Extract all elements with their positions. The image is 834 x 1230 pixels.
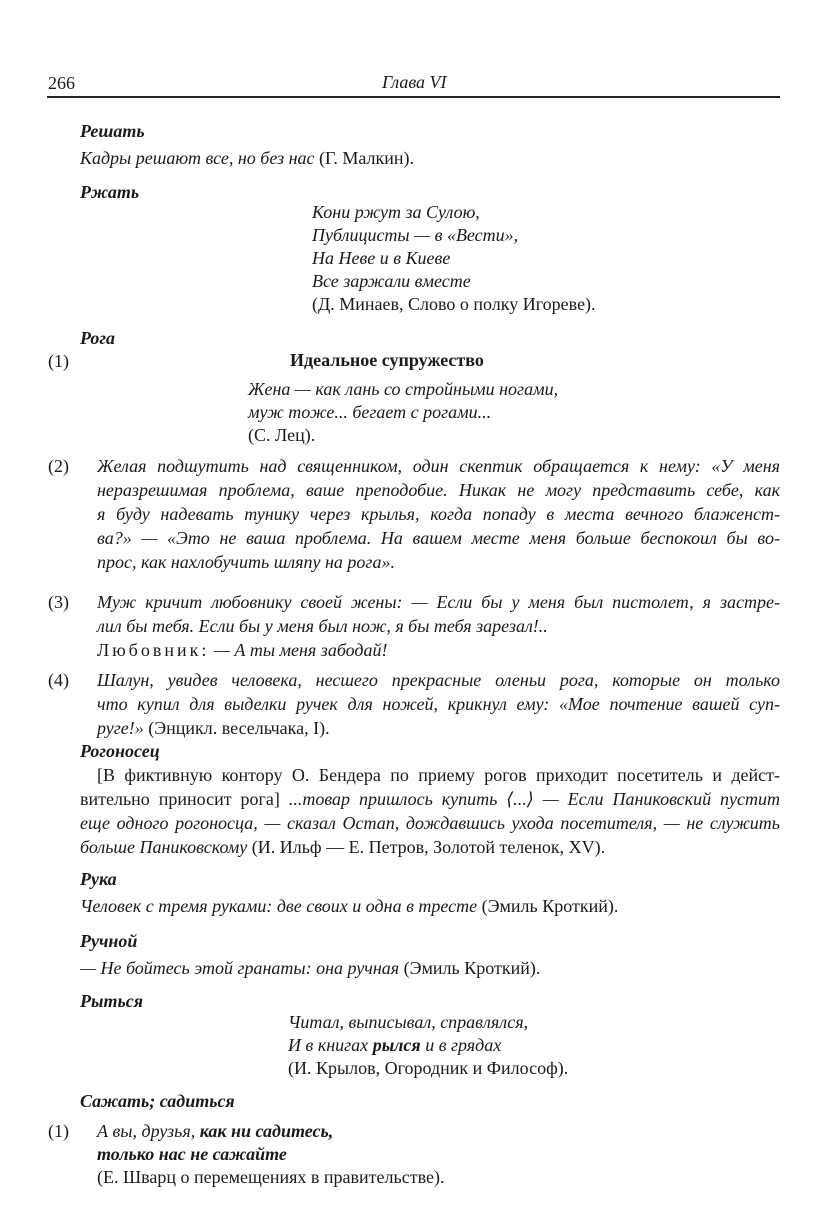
source: (И. Ильф — Е. Петров, Золотой теленок, XV).: [247, 837, 606, 857]
text-line: что купил для выделки ручек для ножей, крикнул ему: «Мое почтение вашей суп-: [97, 694, 780, 714]
text-line: лил бы тебя. Если бы у меня был нож, я бы тебя зарезал!..: [97, 616, 548, 636]
poem-line: Кони ржут за Сулою,: [312, 202, 480, 222]
poem-title: Идеальное супружество: [290, 350, 484, 370]
item-number: (3): [48, 592, 69, 612]
poem-line: Публицисты — в «Вести»,: [312, 225, 519, 245]
source: (Эмиль Кроткий).: [477, 896, 619, 916]
text-line: ва?» — «Это не ваша проблема. На вашем месте меня больше беспокоил бы во-: [97, 528, 780, 548]
poem-text: и в грядах: [420, 1035, 502, 1055]
entry-heading: Рога: [80, 328, 115, 348]
quote-text: А вы, друзья,: [97, 1121, 200, 1141]
source: (Энцикл. весельчака, I).: [143, 718, 330, 738]
quote-text: больше Паниковскому: [80, 837, 248, 857]
quote: [80, 147, 414, 169]
narration: вительно приносит рога]: [80, 789, 289, 809]
text-line: неразрешимая проблема, ваше преподобие. Никак не могу представить себе, как: [97, 480, 780, 500]
text-line: я буду надевать тунику через крылья, когда попаду в места вечного блаженст-: [97, 504, 780, 524]
page-number: 266: [48, 73, 75, 93]
quote-text: Человек с тремя руками: две своих и одна в тресте: [80, 896, 478, 916]
item-number: (1): [48, 1121, 69, 1141]
entry-heading: Решать: [80, 121, 145, 141]
header-rule: [47, 96, 780, 98]
source: (Е. Шварц о перемещениях в правительстве).: [97, 1167, 445, 1187]
source: (Г. Малкин).: [314, 148, 415, 168]
quote-text: — Не бойтесь этой гранаты: она ручная: [80, 958, 400, 978]
text-line: Муж кричит любовнику своей жены: — Если бы у меня был пистолет, я застре-: [97, 592, 780, 612]
entry-heading: Рыться: [80, 991, 143, 1011]
quote-text: ...товар пришлось купить ⟨...⟩ — Если Паниковский пустит: [288, 789, 780, 809]
poem-line: Жена — как лань со стройными ногами,: [248, 379, 559, 399]
text-line: прос, как нахлобучить шляпу на рога».: [97, 552, 395, 572]
source: (Эмиль Кроткий).: [399, 958, 541, 978]
poem-line: Все заржали вместе: [312, 271, 471, 291]
entry-heading: Сажать; садиться: [80, 1091, 235, 1111]
poem-line: [288, 1034, 501, 1056]
poem-line: На Неве и в Киеве: [312, 248, 451, 268]
poem-line: Читал, выписывал, справлялся,: [288, 1012, 529, 1032]
text-line: еще одного рогоносца, — сказал Остап, дождавшись ухода посетителя, — не служить: [80, 813, 780, 833]
highlighted-word: рылся: [372, 1035, 421, 1055]
entry-heading: Ручной: [80, 931, 138, 951]
reply: — А ты меня забодай!: [209, 640, 388, 660]
text-line: [97, 639, 388, 661]
item-number: (1): [48, 351, 69, 371]
running-head: Глава VI: [382, 72, 447, 92]
entry-heading: Рука: [80, 869, 117, 889]
poem-line: муж тоже... бегает с рогами...: [248, 402, 492, 422]
text-line: [97, 717, 330, 739]
poem-text: И в книгах: [288, 1035, 373, 1055]
entry-heading: Ржать: [80, 182, 140, 202]
quote: [80, 957, 540, 979]
speaker: Любовник:: [97, 640, 210, 660]
text-line: [80, 836, 605, 858]
highlighted-phrase: как ни садитесь,: [199, 1121, 334, 1141]
quote-text: руге!»: [97, 718, 144, 738]
item-number: (2): [48, 456, 69, 476]
source: (И. Крылов, Огородник и Философ).: [288, 1058, 569, 1078]
text-line: [В фиктивную контору О. Бендера по приему рогов приходит посетитель и дейст-: [97, 765, 780, 785]
quote: [80, 895, 618, 917]
entry-heading: Рогоносец: [80, 741, 160, 761]
text-line: Желая подшутить над священником, один скептик обращается к нему: «У меня: [97, 456, 780, 476]
source: (С. Лец).: [248, 425, 316, 445]
source: (Д. Минаев, Слово о полку Игореве).: [312, 294, 596, 314]
item-number: (4): [48, 670, 69, 690]
text-line: [80, 788, 780, 810]
text-line: [97, 1120, 333, 1142]
quote-text: Кадры решают все, но без нас: [80, 148, 315, 168]
text-line: Шалун, увидев человека, несшего прекрасные оленьи рога, которые он только: [97, 670, 780, 690]
highlighted-phrase: только нас не сажайте: [97, 1144, 287, 1164]
